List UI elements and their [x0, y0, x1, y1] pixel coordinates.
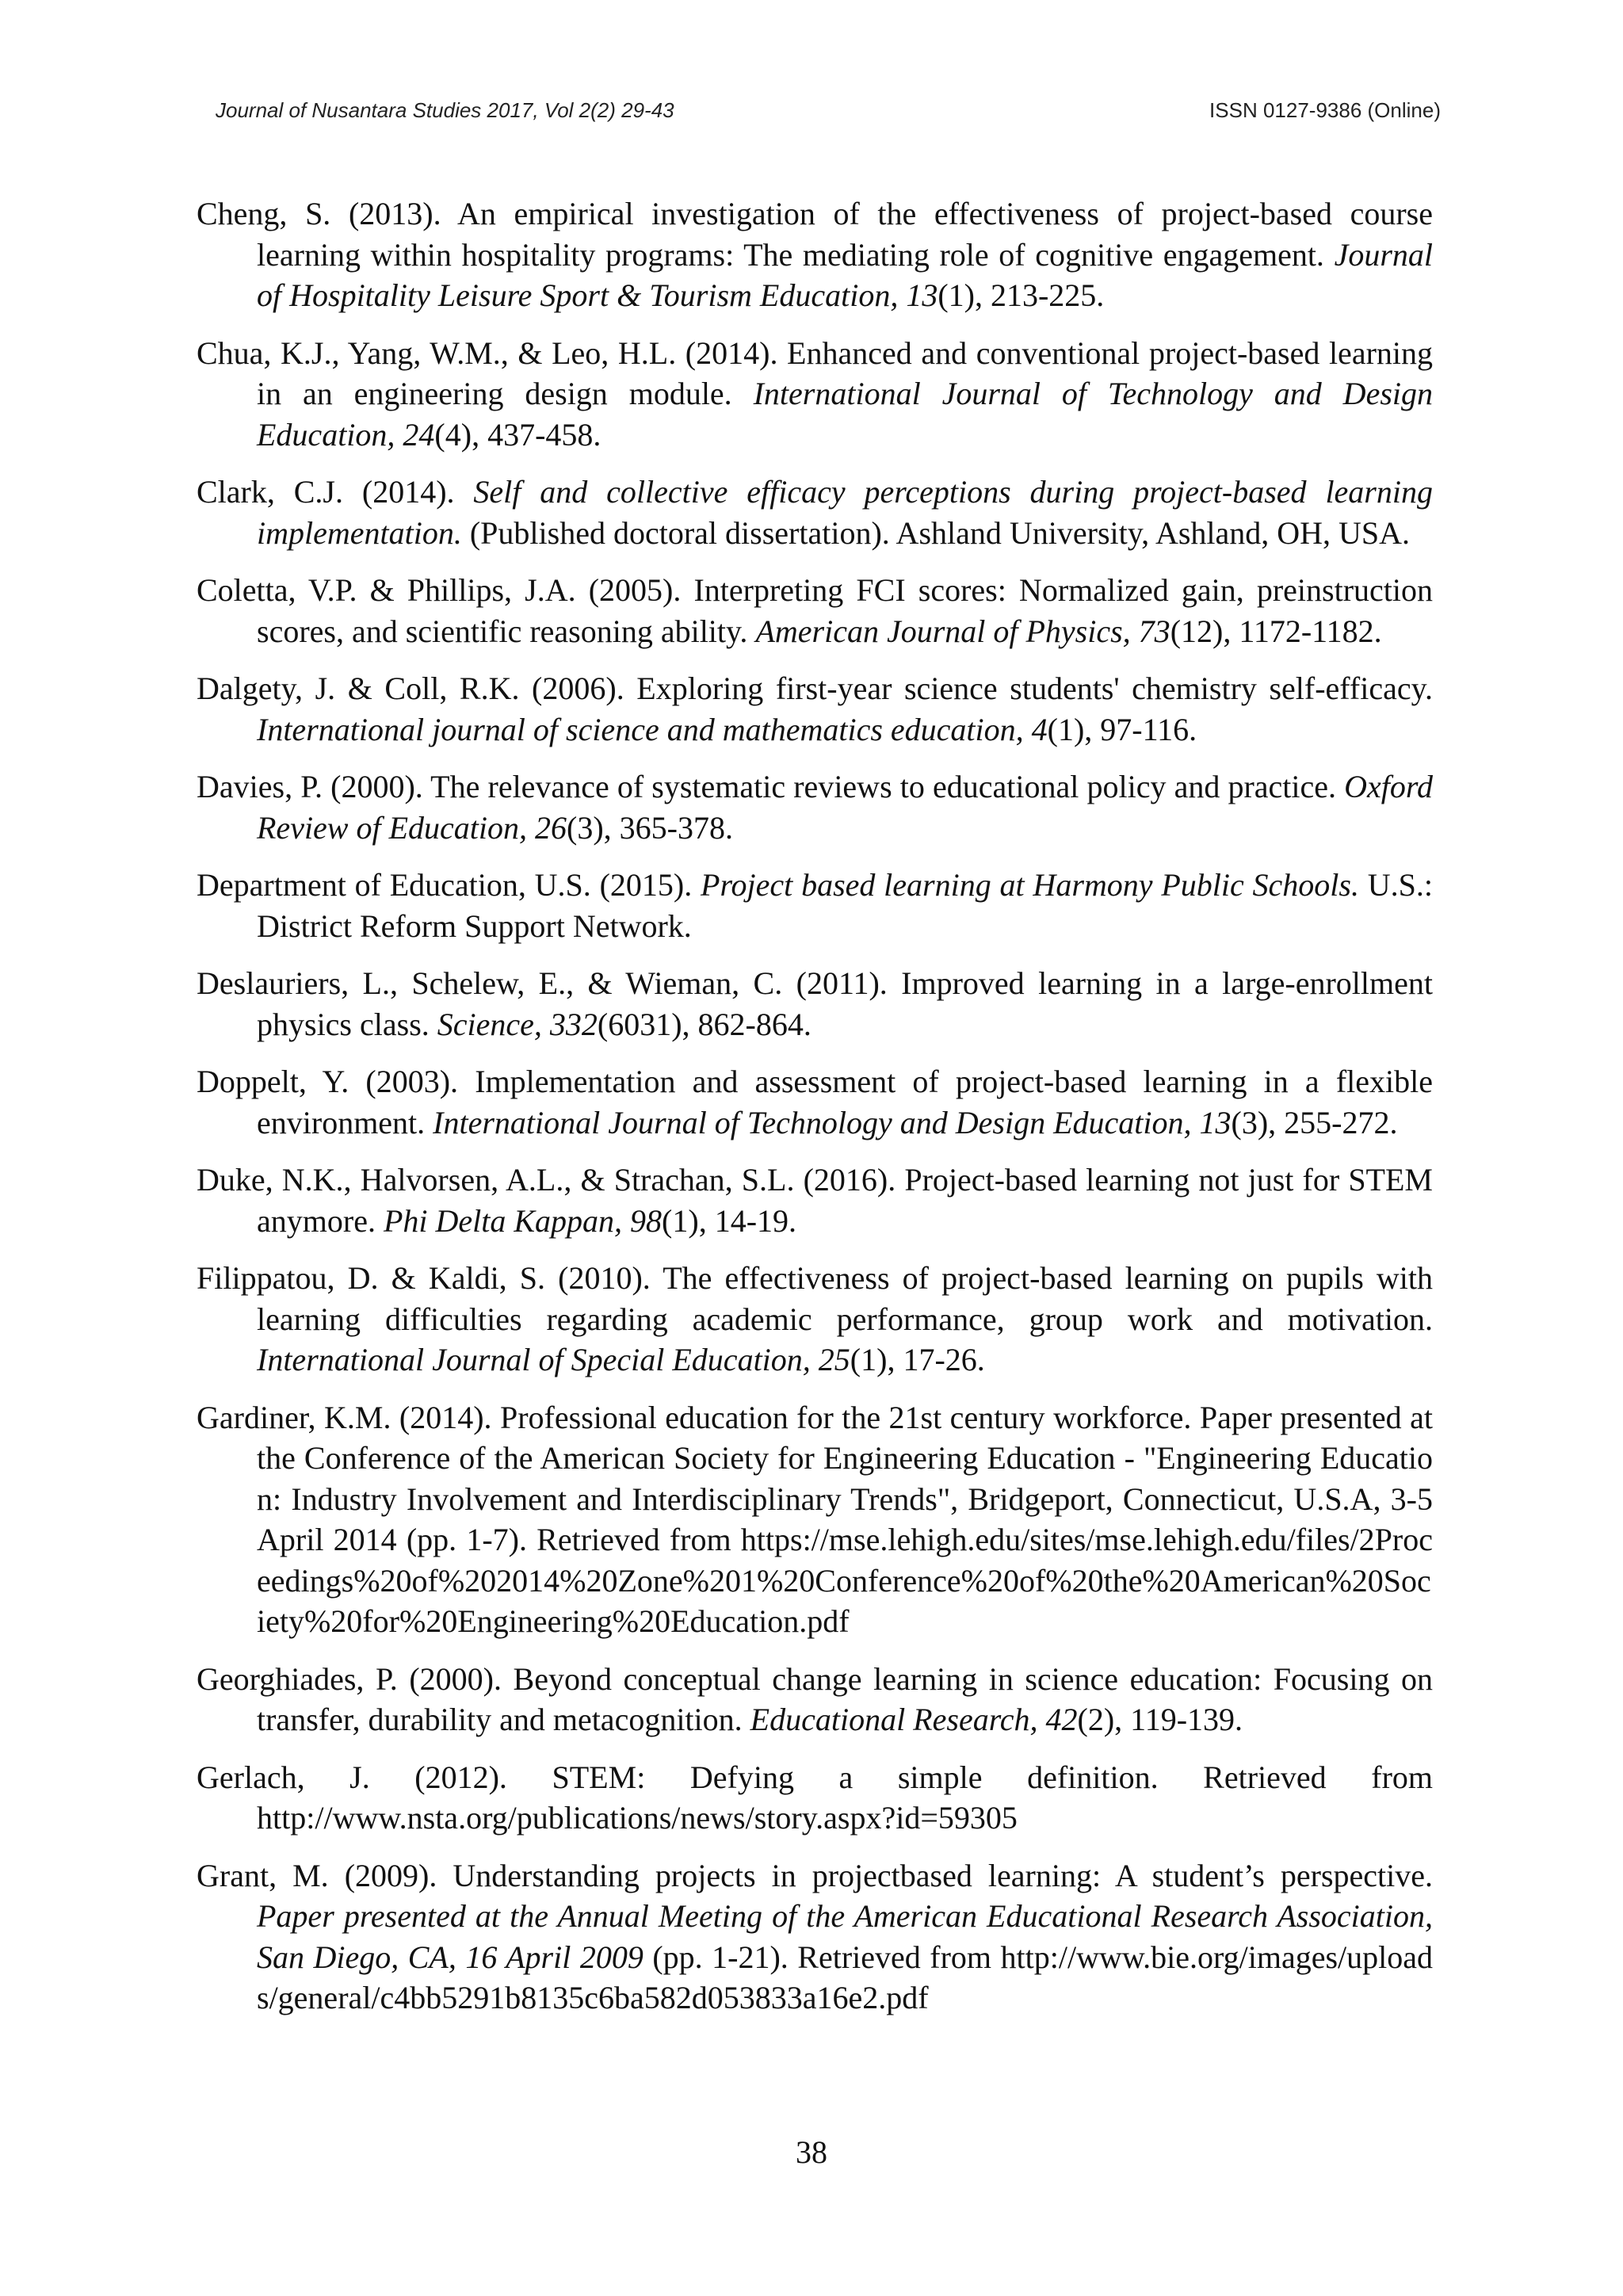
issn-label: ISSN 0127-9386 (Online): [1209, 98, 1441, 122]
reference-entry: Clark, C.J. (2014). Self and collective efficacy perceptions during project-based learning implementation. (Published doctoral dissertation). Ashland University, Ashland, OH, USA.: [197, 474, 1433, 551]
reference-entry: Davies, P. (2000). The relevance of systematic reviews to educational policy and practice. Oxford Review of Education, 26(3), 365-378.: [197, 769, 1433, 846]
reference-entry: Grant, M. (2009). Understanding projects in projectbased learning: A student’s perspective. Paper presented at the Annual Meeting of the American Educational Research Association, San Diego, CA, 16 April 2009 (pp. 1-21). Retrieved from http://www.bie.org/images/uploads/general/c4bb5291b8135c6ba582d053833a16e2.pdf: [197, 1857, 1433, 2015]
reference-entry: Cheng, S. (2013). An empirical investigation of the effectiveness of project-based course learning within hospitality programs: The mediating role of cognitive engagement. Journal of Hospitality Leisure Sport & Tourism Education, 13(1), 213-225.: [197, 196, 1433, 313]
reference-entry: Georghiades, P. (2000). Beyond conceptual change learning in science education: Focusing on transfer, durability and metacognition. Educational Research, 42(2), 119-139.: [197, 1660, 1433, 1737]
journal-citation: Journal of Nusantara Studies 2017, Vol 2(2) 29-43: [216, 98, 674, 122]
reference-entry: Duke, N.K., Halvorsen, A.L., & Strachan, S.L. (2016). Project-based learning not just for STEM anymore. Phi Delta Kappan, 98(1), 14-19.: [197, 1162, 1433, 1239]
reference-entry: Department of Education, U.S. (2015). Project based learning at Harmony Public Schools. U.S.: District Reform Support Network.: [197, 867, 1433, 944]
running-header: [216, 98, 1441, 133]
reference-entry: Coletta, V.P. & Phillips, J.A. (2005). Interpreting FCI scores: Normalized gain, preinstruction scores, and scientific reasoning ability. American Journal of Physics, 73(12), 1172-1182.: [197, 572, 1433, 649]
reference-entry: Dalgety, J. & Coll, R.K. (2006). Exploring first-year science students' chemistry self-efficacy. International journal of science and mathematics education, 4(1), 97-116.: [197, 670, 1433, 747]
reference-entry: Doppelt, Y. (2003). Implementation and assessment of project-based learning in a flexible environment. International Journal of Technology and Design Education, 13(3), 255-272.: [197, 1064, 1433, 1140]
reference-entry: Gerlach, J. (2012). STEM: Defying a simple definition. Retrieved from http://www.nsta.org/publications/news/story.aspx?id=59305: [197, 1759, 1433, 1836]
reference-entry: Filippatou, D. & Kaldi, S. (2010). The effectiveness of project-based learning on pupils with learning difficulties regarding academic performance, group work and motivation. International Journal of Special Education, 25(1), 17-26.: [197, 1260, 1433, 1377]
reference-entry: Chua, K.J., Yang, W.M., & Leo, H.L. (2014). Enhanced and conventional project-based learning in an engineering design module. International Journal of Technology and Design Education, 24(4), 437-458.: [197, 334, 1433, 453]
reference-entry: Gardiner, K.M. (2014). Professional education for the 21st century workforce. Paper presented at the Conference of the American Society for Engineering Education - "Engineering Education: Industry Involvement and Interdisciplinary Trends", Bridgeport, Connecticut, U.S.A, 3-5 April 2014 (pp. 1-7). Retrieved from https://mse.lehigh.edu/sites/mse.lehigh.edu/files/2Proceedings%20of%202014%20Zone%201%20Conference%20of%20the%20American%20Society%20for%20Engineering%20Education.pdf: [197, 1399, 1433, 1639]
page-number: 38: [796, 2134, 827, 2170]
reference-list: [197, 193, 1433, 2035]
reference-entry: Deslauriers, L., Schelew, E., & Wieman, C. (2011). Improved learning in a large-enrollment physics class. Science, 332(6031), 862-864.: [197, 965, 1433, 1042]
